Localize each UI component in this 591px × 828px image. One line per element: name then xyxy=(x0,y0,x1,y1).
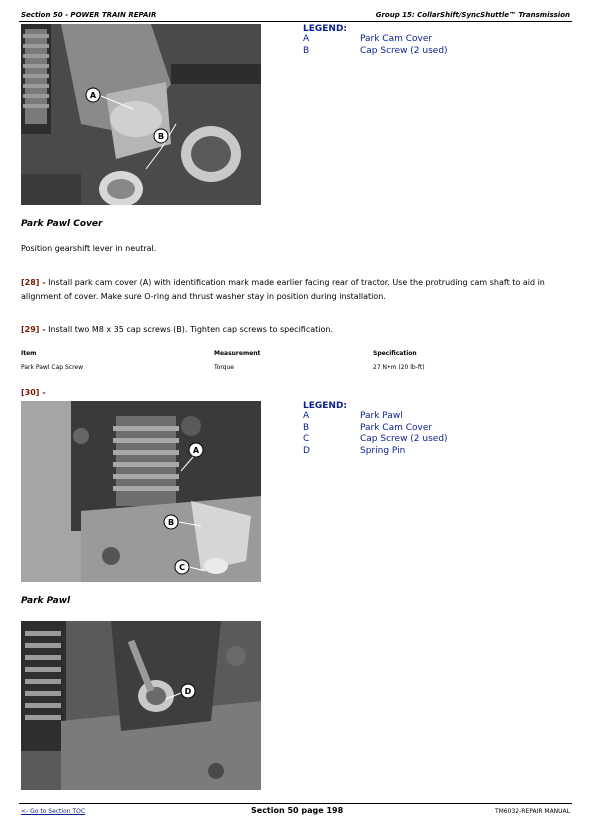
legend-item xyxy=(303,34,503,46)
legend-value: Cap Screw (2 used) xyxy=(360,434,448,444)
legend-value: Spring Pin xyxy=(360,445,406,456)
table-header-measurement: Measurement xyxy=(214,350,261,357)
step-text: Install two M8 x 35 cap screws (B). Tighten cap screws to specification. xyxy=(48,325,334,334)
photo-park-cam-cover xyxy=(21,24,261,205)
section-heading-park-pawl-cover: Park Pawl Cover xyxy=(21,219,103,229)
legend-key: D xyxy=(303,445,310,456)
table-cell-measurement: Torque xyxy=(214,364,234,371)
callout-a xyxy=(86,88,100,102)
svg-text:A: A xyxy=(192,446,200,455)
table-cell-specification: 27 N•m (20 lb-ft) xyxy=(373,364,425,371)
legend-key: B xyxy=(303,45,310,56)
photo-spring-pin-illustration xyxy=(21,621,261,790)
svg-text:A: A xyxy=(89,91,97,100)
legend-item xyxy=(303,46,503,58)
photo-park-cam-cover-illustration xyxy=(21,24,261,205)
header-rule xyxy=(19,21,572,22)
table-header-item: Item xyxy=(21,350,37,357)
callout-b xyxy=(154,129,168,143)
photo-spring-pin xyxy=(21,621,261,790)
step-text: Install park cam cover (A) with identification mark made earlier facing rear of tractor. Use the protruding cam shaft to aid in alignment of cover. Make sure O-ring and thrust washer stay in position during installation. xyxy=(21,278,545,301)
footer-page-number: Section 50 page 198 xyxy=(251,806,344,815)
footer-manual-id: TM6032-REPAIR MANUAL xyxy=(494,808,570,815)
svg-text:B: B xyxy=(157,132,165,141)
instruction-neutral: Position gearshift lever in neutral. xyxy=(21,244,157,253)
step-number: [28] - xyxy=(21,278,46,287)
footer-rule xyxy=(19,803,572,804)
table-cell-item: Park Pawl Cap Screw xyxy=(21,364,84,371)
legend-item xyxy=(303,423,503,435)
legend-value: Park Pawl xyxy=(360,411,403,421)
legend-title: LEGEND: xyxy=(303,24,348,34)
callout-d xyxy=(181,684,195,698)
legend-title: LEGEND: xyxy=(303,401,348,411)
legend-key: A xyxy=(303,34,310,44)
legend-item xyxy=(303,446,503,458)
legend-item xyxy=(303,434,503,446)
go-to-section-toc-link[interactable]: <- Go to Section TOC xyxy=(21,808,86,815)
photo-park-pawl-illustration xyxy=(21,401,261,582)
step-28 xyxy=(21,276,569,303)
callout-c xyxy=(175,560,189,574)
svg-text:D: D xyxy=(184,687,192,696)
header-group-title: Group 15: CollarShift/SyncShuttle™ Transmission xyxy=(375,11,570,19)
legend-value: Park Cam Cover xyxy=(360,34,433,44)
header-section-title: Section 50 - POWER TRAIN REPAIR xyxy=(21,11,157,19)
legend-item xyxy=(303,411,503,423)
callout-a xyxy=(189,443,203,457)
legend-key: A xyxy=(303,411,310,421)
step-30-number: [30] - xyxy=(21,388,46,397)
legend-key: B xyxy=(303,422,310,433)
legend-value: Park Cam Cover xyxy=(360,422,433,433)
legend-photo1 xyxy=(303,24,503,57)
callout-b xyxy=(164,515,178,529)
legend-value: Cap Screw (2 used) xyxy=(360,45,448,56)
step-29 xyxy=(21,323,569,337)
svg-text:C: C xyxy=(179,563,185,572)
section-heading-park-pawl: Park Pawl xyxy=(21,596,71,606)
step-number: [29] - xyxy=(21,325,46,334)
legend-key: C xyxy=(303,434,310,444)
legend-photo2 xyxy=(303,401,503,457)
photo-park-pawl xyxy=(21,401,261,582)
table-header-specification: Specification xyxy=(373,350,417,357)
svg-text:B: B xyxy=(167,518,175,527)
